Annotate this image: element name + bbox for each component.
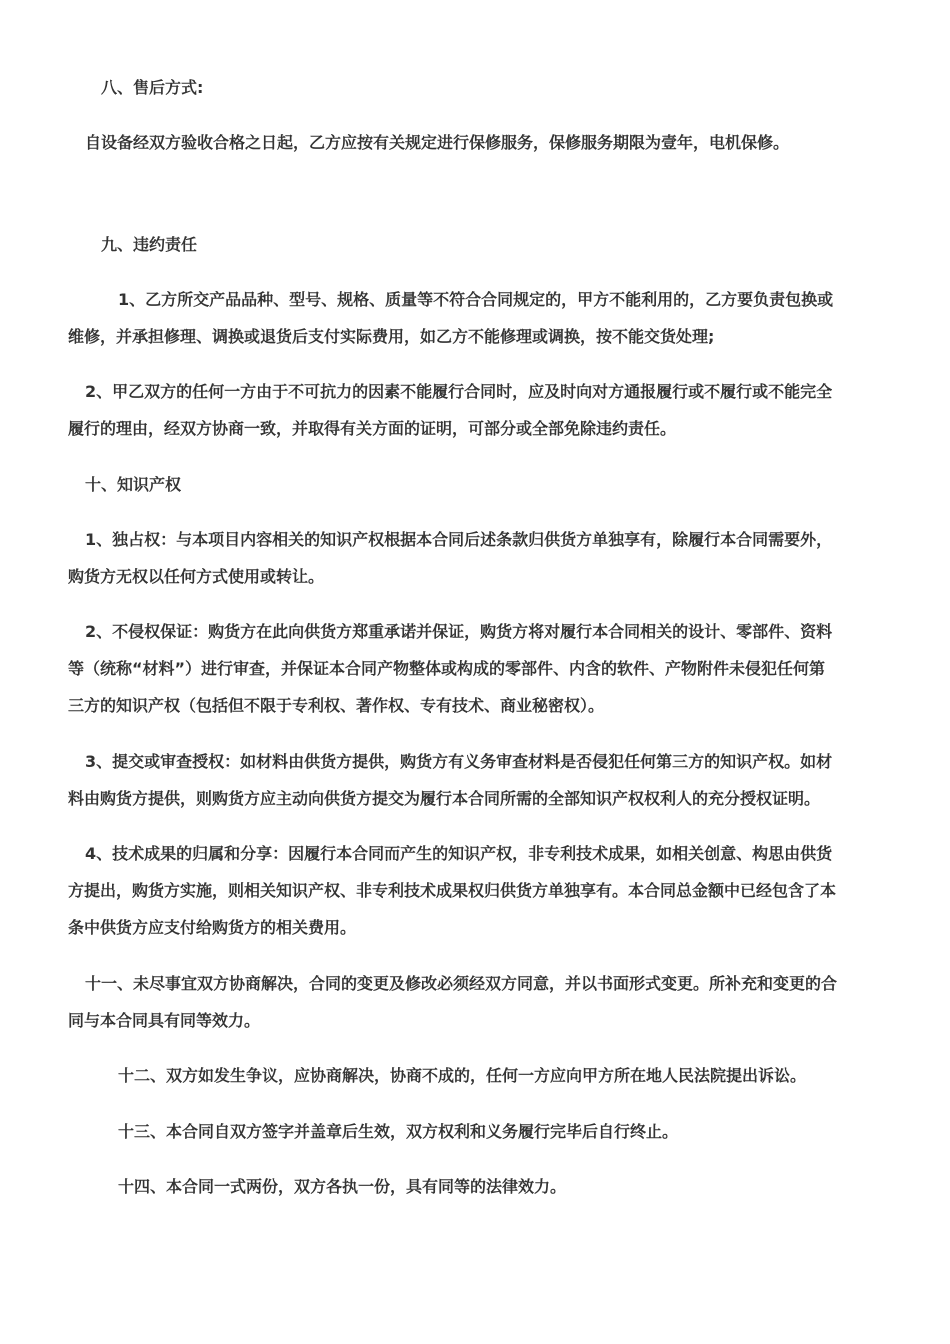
section-10-item-3 [68, 743, 880, 817]
section-9-item-2 [68, 373, 880, 447]
section-10-item-1 [68, 521, 880, 595]
section-9-item-1 [68, 281, 880, 355]
paragraph-line: 方提出，购货方实施，则相关知识产权、非专利技术成果权归供货方单独享有。本合同总金额中已经包含了本 [68, 881, 837, 900]
paragraph-line: 维修，并承担修理、调换或退货后支付实际费用，如乙方不能修理或调换，按不能交货处理; [68, 327, 715, 346]
section-10-item-2 [68, 613, 880, 724]
section-13: 十三、本合同自双方签字并盖章后生效，双方权利和义务履行完毕后自行终止。 [118, 1122, 679, 1141]
paragraph-line: 十一、未尽事宜双方协商解决，合同的变更及修改必须经双方同意，并以书面形式变更。所补充和变更的合 [85, 974, 838, 993]
paragraph-line: 4、技术成果的归属和分享：因履行本合同而产生的知识产权，非专利技术成果，如相关创意、构思由供货 [85, 844, 833, 863]
section-10-item-4 [68, 835, 880, 946]
section-8-body: 自设备经双方验收合格之日起，乙方应按有关规定进行保修服务，保修服务期限为壹年，电机保修。 [85, 133, 790, 152]
paragraph-line: 1、独占权：与本项目内容相关的知识产权根据本合同后述条款归供货方单独享有，除履行本合同需要外， [85, 530, 833, 549]
paragraph-line: 3、提交或审查授权：如材料由供货方提供，购货方有义务审查材料是否侵犯任何第三方的知识产权。如材 [85, 752, 833, 771]
section-14: 十四、本合同一式两份，双方各执一份，具有同等的法律效力。 [118, 1177, 567, 1196]
paragraph-line: 购货方无权以任何方式使用或转让。 [68, 567, 325, 586]
section-9-heading: 九、违约责任 [101, 235, 198, 254]
section-10-heading: 十、知识产权 [85, 475, 182, 494]
paragraph-line: 履行的理由，经双方协商一致，并取得有关方面的证明，可部分或全部免除违约责任。 [68, 419, 677, 438]
paragraph-line: 条中供货方应支付给购货方的相关费用。 [68, 918, 357, 937]
paragraph-line: 三方的知识产权（包括但不限于专利权、著作权、专有技术、商业秘密权）。 [68, 696, 605, 715]
section-8-heading: 八、售后方式: [101, 78, 204, 97]
section-11 [68, 965, 880, 1039]
paragraph-line: 同与本合同具有同等效力。 [68, 1011, 261, 1030]
paragraph-line: 2、不侵权保证：购货方在此向供货方郑重承诺并保证，购货方将对履行本合同相关的设计、零部件、资料 [85, 622, 833, 641]
paragraph-line: 料由购货方提供，则购货方应主动向供货方提交为履行本合同所需的全部知识产权权利人的充分授权证明。 [68, 789, 821, 808]
paragraph-line: 2、甲乙双方的任何一方由于不可抗力的因素不能履行合同时，应及时向对方通报履行或不履行或不能完全 [85, 382, 833, 401]
paragraph-line: 等（统称“材料”）进行审查，并保证本合同产物整体或构成的零部件、内含的软件、产物附件未侵犯任何第 [68, 659, 826, 678]
section-12: 十二、双方如发生争议，应协商解决，协商不成的，任何一方应向甲方所在地人民法院提出诉讼。 [118, 1066, 807, 1085]
paragraph-line: 1、乙方所交产品品种、型号、规格、质量等不符合合同规定的，甲方不能利用的，乙方要负责包换或 [118, 290, 834, 309]
